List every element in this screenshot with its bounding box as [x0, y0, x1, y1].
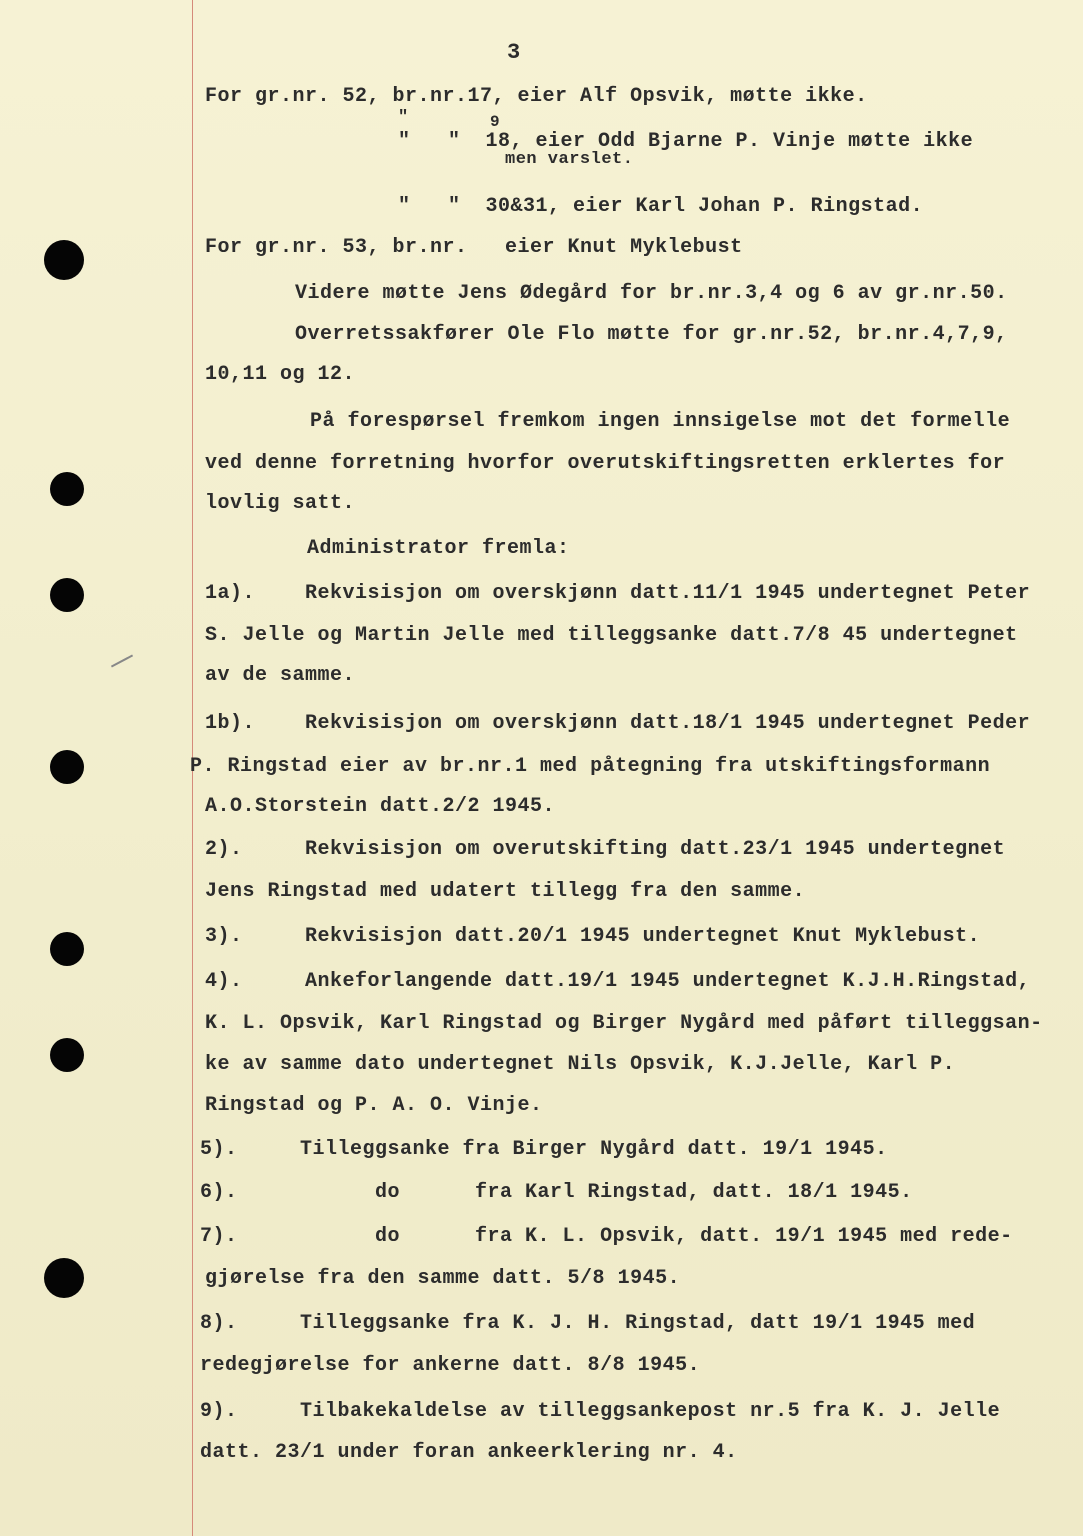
text-line: Ringstad og P. A. O. Vinje. — [205, 1094, 543, 1117]
text-line: ke av samme dato undertegnet Nils Opsvik, K.J.Jelle, Karl P. — [205, 1053, 956, 1076]
text-line: " " 30&31, eier Karl Johan P. Ringstad. — [398, 195, 924, 218]
text-line: 5). Tilleggsanke fra Birger Nygård datt. 19/1 1945. — [200, 1138, 888, 1161]
text-line: For gr.nr. 52, br.nr.17, eier Alf Opsvik, møtte ikke. — [205, 85, 868, 108]
ink-mark — [111, 654, 133, 667]
page-number: 3 — [507, 40, 521, 65]
text-line: av de samme. — [205, 664, 356, 687]
text-line: lovlig satt. — [205, 492, 356, 515]
text-line: 10,11 og 12. — [205, 363, 356, 386]
text-line: 2). Rekvisisjon om overutskifting datt.23/1 1945 undertegnet — [205, 838, 1006, 861]
text-line: Videre møtte Jens Ødegård for br.nr.3,4 og 6 av gr.nr.50. — [295, 282, 1008, 305]
handwritten-correction: 9 — [490, 113, 501, 131]
binder-hole — [50, 750, 84, 784]
ditto-mark: " — [398, 108, 409, 127]
text-line: A.O.Storstein datt.2/2 1945. — [205, 795, 556, 818]
text-line: 6). do fra Karl Ringstad, datt. 18/1 1945. — [200, 1181, 913, 1204]
text-line: S. Jelle og Martin Jelle med tilleggsanke datt.7/8 45 undertegnet — [205, 624, 1018, 647]
text-line: K. L. Opsvik, Karl Ringstad og Birger Nygård med påført tilleggsan- — [205, 1012, 1043, 1035]
text-line: For gr.nr. 53, br.nr. eier Knut Myklebust — [205, 236, 743, 259]
text-line: redegjørelse for ankerne datt. 8/8 1945. — [200, 1354, 701, 1377]
text-line: ved denne forretning hvorfor overutskiftingsretten erklertes for — [205, 452, 1006, 475]
text-line: 7). do fra K. L. Opsvik, datt. 19/1 1945 med rede- — [200, 1225, 1013, 1248]
binder-hole — [44, 1258, 84, 1298]
text-line: På forespørsel fremkom ingen innsigelse mot det formelle — [310, 410, 1011, 433]
text-line: 3). Rekvisisjon datt.20/1 1945 undertegnet Knut Myklebust. — [205, 925, 981, 948]
text-line: 9). Tilbakekaldelse av tilleggsankepost nr.5 fra K. J. Jelle — [200, 1400, 1001, 1423]
binder-hole — [50, 472, 84, 506]
text-line: 8). Tilleggsanke fra K. J. H. Ringstad, datt 19/1 1945 med — [200, 1312, 976, 1335]
text-line: 1b). Rekvisisjon om overskjønn datt.18/1 1945 undertegnet Peder — [205, 712, 1031, 735]
text-line: men varslet. — [505, 150, 634, 169]
binder-hole — [44, 240, 84, 280]
binder-hole — [50, 578, 84, 612]
binder-hole — [50, 932, 84, 966]
text-line: gjørelse fra den samme datt. 5/8 1945. — [205, 1267, 681, 1290]
binder-hole — [50, 1038, 84, 1072]
text-line: 4). Ankeforlangende datt.19/1 1945 undertegnet K.J.H.Ringstad, — [205, 970, 1031, 993]
text-line: Jens Ringstad med udatert tillegg fra den samme. — [205, 880, 806, 903]
text-line: " " 18, eier Odd Bjarne P. Vinje møtte ikke — [398, 130, 974, 153]
text-line: Overretssakfører Ole Flo møtte for gr.nr.52, br.nr.4,7,9, — [295, 323, 1008, 346]
text-line: datt. 23/1 under foran ankeerklering nr. 4. — [200, 1441, 738, 1464]
text-line: Administrator fremla: — [307, 537, 570, 560]
text-line: 1a). Rekvisisjon om overskjønn datt.11/1 1945 undertegnet Peter — [205, 582, 1031, 605]
text-line: P. Ringstad eier av br.nr.1 med påtegning fra utskiftingsformann — [190, 755, 991, 778]
